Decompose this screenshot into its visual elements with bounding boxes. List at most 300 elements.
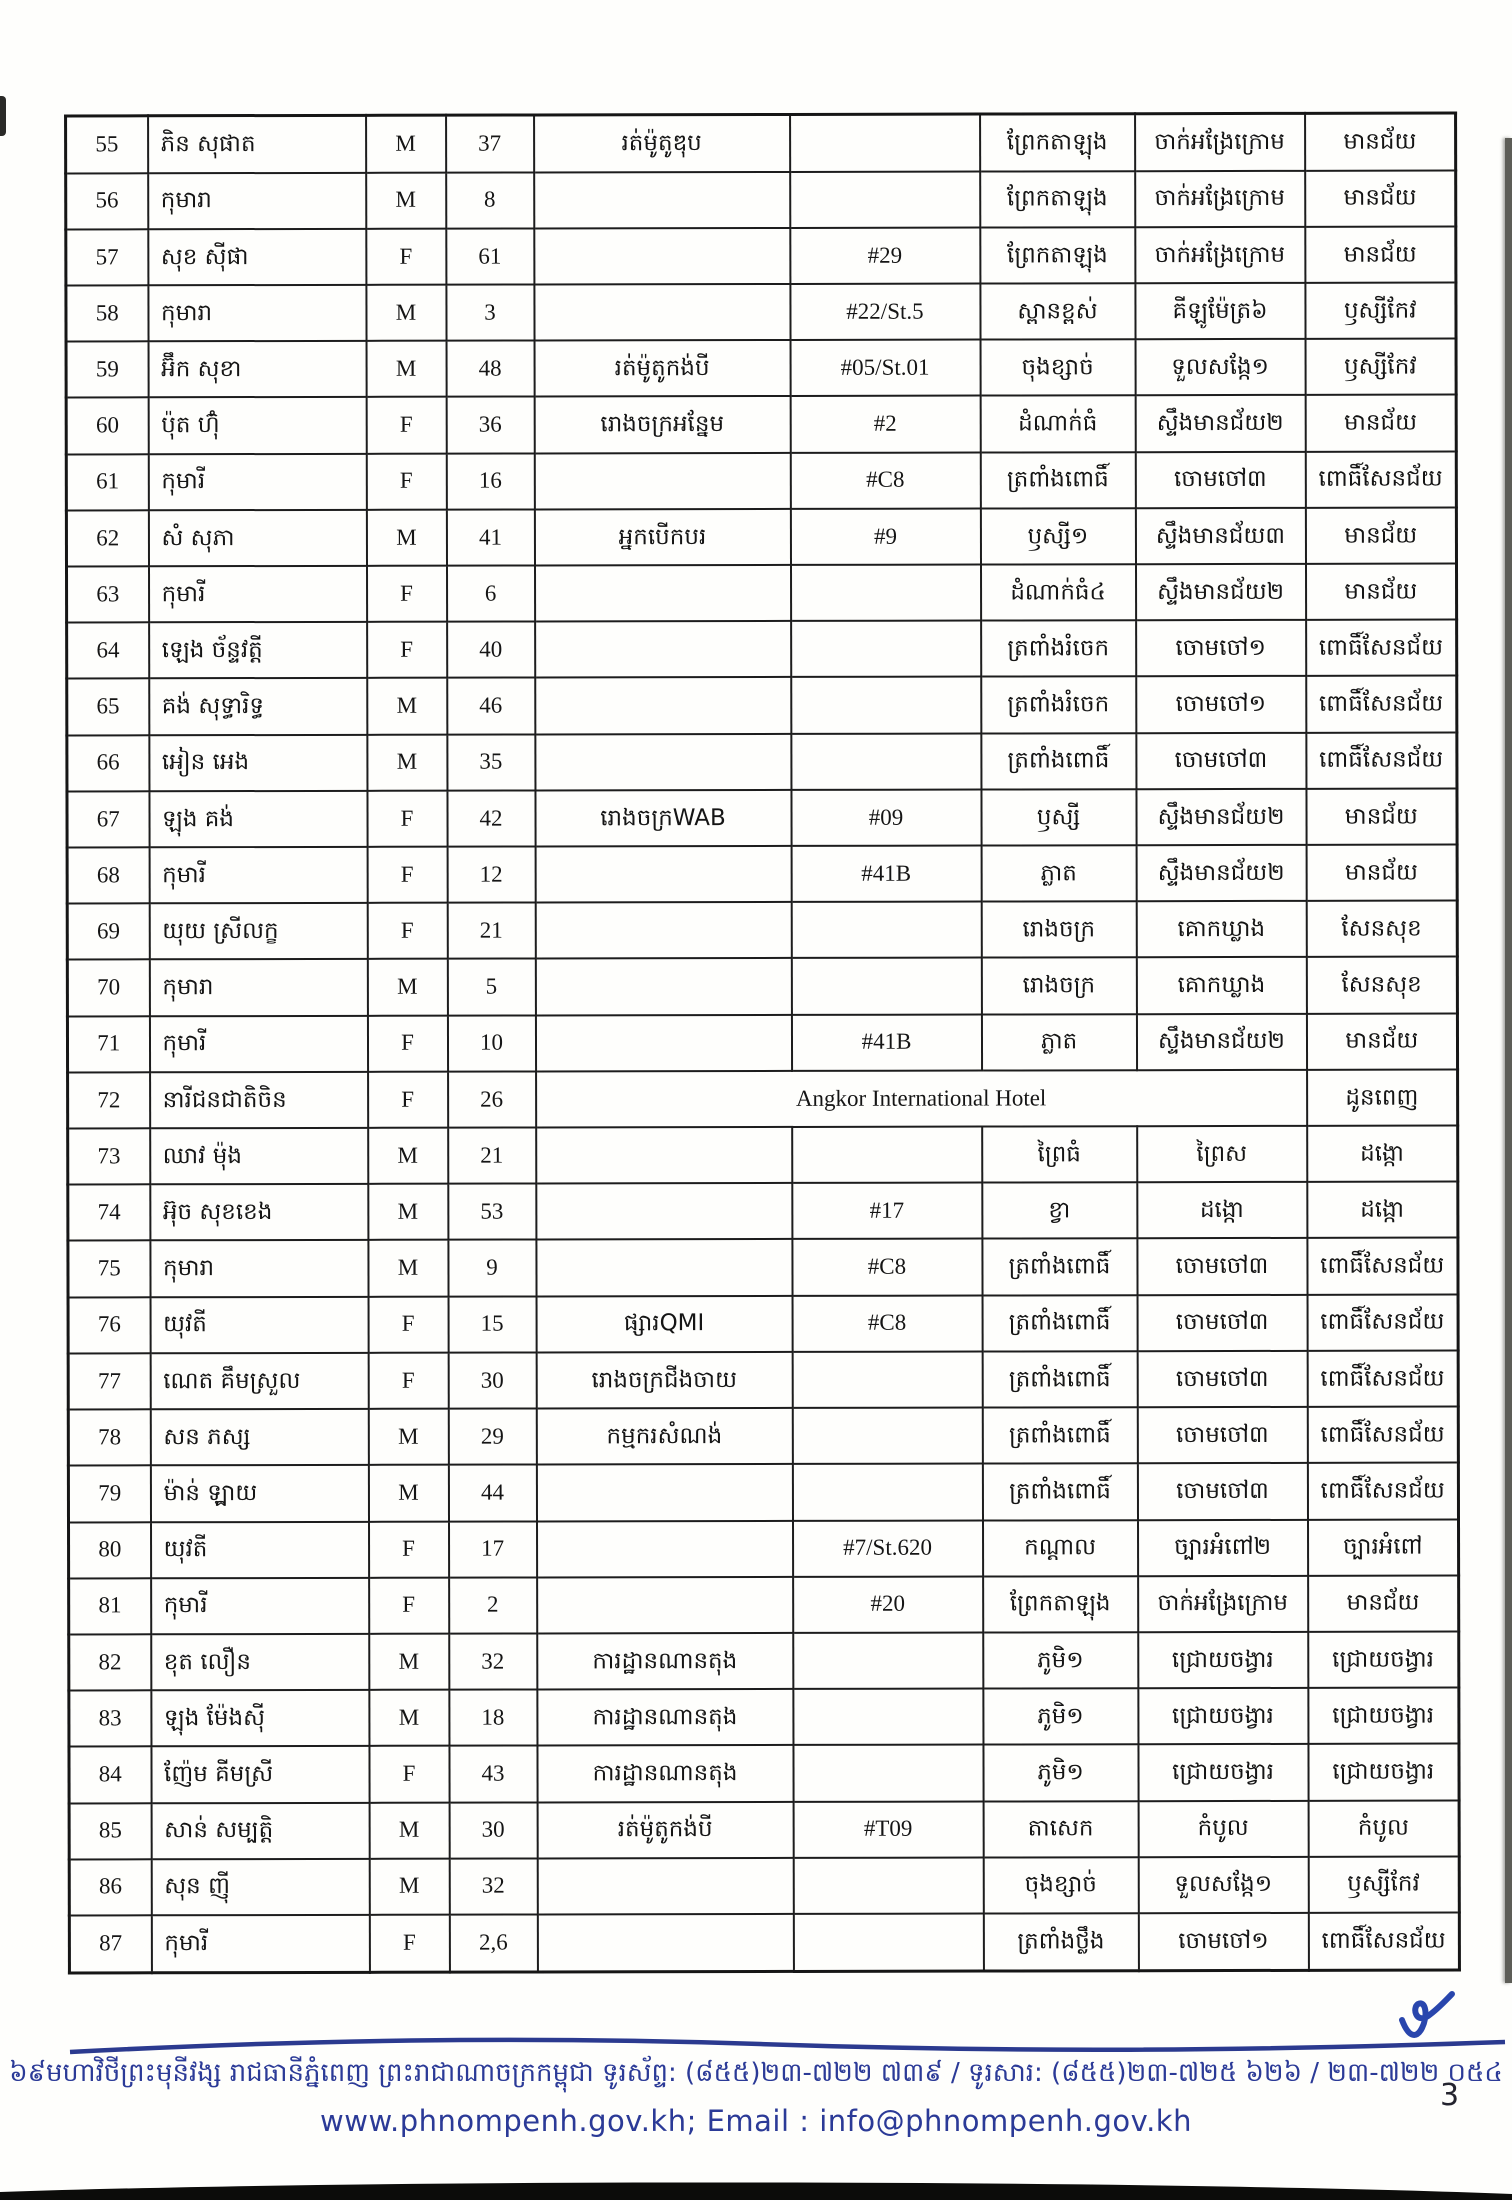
table-row <box>67 845 1457 904</box>
cell-occupation: រោងចក្រអន្នែម <box>534 396 790 453</box>
cell-no: 75 <box>68 1241 150 1297</box>
cell-age: 41 <box>446 509 534 565</box>
cell-village: ឫស្សី <box>981 789 1136 846</box>
cell-age: 9 <box>448 1240 536 1296</box>
cell-house-no: #T09 <box>793 1801 983 1858</box>
table-row <box>67 788 1457 847</box>
cell-name: គង់ សុទ្ធារិទ្ធ <box>149 678 367 735</box>
cell-house-no <box>790 171 980 228</box>
table-row <box>69 1575 1459 1634</box>
cell-village: ចុងខ្សាច់ <box>980 339 1135 396</box>
cell-no: 78 <box>68 1409 150 1465</box>
cell-sangkat: គោកឃ្លាង <box>1136 957 1306 1014</box>
cell-occupation: ការដ្ឋានណានតុង <box>537 1689 793 1746</box>
cell-village: ព្រែកតាឡុង <box>980 171 1135 228</box>
cell-no: 77 <box>68 1353 150 1409</box>
cell-age: 46 <box>447 678 535 734</box>
cell-name: នារីជនជាតិចិន <box>150 1072 368 1129</box>
cell-no: 65 <box>67 679 149 735</box>
cell-name: ខុត លឿន <box>151 1634 369 1691</box>
table-row <box>68 1182 1458 1241</box>
cell-no: 80 <box>69 1522 151 1578</box>
cell-village: ត្រពាំងពោធិ៍ <box>982 1407 1137 1464</box>
table-row <box>67 732 1457 791</box>
footer-address: ៦៩មហាវិថីព្រះមុនីវង្ស រាជធានីភ្នំពេញ ព្រះរាជាណាចក្រកម្ពុជា ទូរស័ព្ទ: (៨៥៥)២៣-៧២២ ៧៣៩ / ទូរសារ: (៨៥៥)២៣-៧២៥ ៦២៦ / ២៣-៧២២ ០៥៤ <box>9 2058 1503 2088</box>
cell-house-no: #9 <box>790 508 980 565</box>
cell-occupation <box>536 1464 792 1521</box>
cell-age: 37 <box>446 115 534 172</box>
cell-age: 32 <box>449 1858 537 1914</box>
cell-house-no <box>793 1913 983 1971</box>
cell-occupation <box>537 1577 793 1634</box>
cell-village: ភូមិ១ <box>983 1688 1138 1745</box>
cell-village: ភូមិ១ <box>983 1632 1138 1689</box>
cell-house-no: #17 <box>792 1183 982 1240</box>
cell-no: 69 <box>67 904 149 960</box>
cell-occupation <box>535 1015 791 1072</box>
cell-age: 36 <box>446 397 534 453</box>
scan-edge-mark-left <box>0 96 6 136</box>
cell-khan: មានជ័យ <box>1305 170 1456 227</box>
cell-no: 55 <box>66 116 148 173</box>
cell-name: អ៊ុច សុខខេង <box>150 1184 368 1241</box>
table-row <box>67 676 1457 735</box>
cell-khan: មានជ័យ <box>1308 1575 1459 1632</box>
cell-no: 64 <box>67 623 149 679</box>
cell-house-no: #29 <box>790 227 980 284</box>
cell-sangkat: ជ្រោយចង្វារ <box>1138 1744 1308 1801</box>
cell-house-no: #C8 <box>792 1239 982 1296</box>
cell-no: 59 <box>66 342 148 398</box>
cell-house-no <box>791 621 981 678</box>
cell-age: 21 <box>447 903 535 959</box>
cell-name: អ៊ឹក សុខា <box>148 341 366 398</box>
table-row <box>67 620 1457 679</box>
cell-occupation <box>535 958 791 1015</box>
cell-khan: មានជ័យ <box>1305 113 1456 170</box>
cell-sangkat: ស្ទឹងមានជ័យ៣ <box>1135 508 1305 565</box>
cell-name: កុមារី <box>151 1578 369 1635</box>
case-table-body <box>66 113 1460 1973</box>
cell-no: 79 <box>68 1466 150 1522</box>
cell-occupation <box>534 284 790 341</box>
cell-village: ស្ពានខ្ពស់ <box>980 283 1135 340</box>
cell-sangkat: ចោមចៅ៣ <box>1135 452 1305 509</box>
cell-age: 18 <box>449 1690 537 1746</box>
cell-age: 15 <box>448 1296 536 1352</box>
cell-no: 67 <box>67 791 149 847</box>
cell-khan: មានជ័យ <box>1306 788 1457 845</box>
cell-khan: សែនសុខ <box>1306 957 1457 1014</box>
cell-khan: ពោធិ៍សែនជ័យ <box>1306 620 1457 677</box>
cell-village: ត្រពាំងពោធិ៍ <box>982 1464 1137 1521</box>
cell-no: 62 <box>66 510 148 566</box>
cell-khan: ពោធិ៍សែនជ័យ <box>1307 1294 1458 1351</box>
cell-house-no: #20 <box>793 1576 983 1633</box>
cell-name: កុមារា <box>150 1240 368 1297</box>
table-row <box>68 1350 1458 1409</box>
cell-sangkat: ចោមចៅ៣ <box>1137 1351 1307 1408</box>
cell-occupation <box>535 621 791 678</box>
cell-khan: មានជ័យ <box>1306 845 1457 902</box>
cell-age: 10 <box>447 1015 535 1071</box>
cell-sex: F <box>366 453 446 509</box>
cell-sex: F <box>366 397 446 453</box>
table-row <box>67 1013 1457 1072</box>
table-row <box>69 1688 1459 1747</box>
cell-village: ព្រែកតាឡុង <box>980 114 1135 171</box>
table-row <box>66 113 1456 173</box>
scan-edge-shadow-bottom <box>0 2170 1512 2200</box>
cell-sangkat: ជ្រោយចង្វារ <box>1138 1688 1308 1745</box>
cell-khan: សែនសុខ <box>1306 901 1457 958</box>
cell-sangkat: ចាក់អង្រែក្រោម <box>1135 170 1305 227</box>
cell-khan: ឫស្សីកែវ <box>1305 339 1456 396</box>
cell-name: អៀន អេង <box>149 734 367 791</box>
cell-village: ឫស្សី១ <box>980 508 1135 565</box>
cell-no: 73 <box>68 1128 150 1184</box>
cell-sangkat: ស្ទឹងមានជ័យ២ <box>1136 1014 1306 1071</box>
cell-village: ព្រែកតាឡុង <box>983 1576 1138 1633</box>
cell-sangkat: ទួលសង្កែ១ <box>1135 339 1305 396</box>
cell-age: 2 <box>449 1577 537 1633</box>
cell-sex: F <box>369 1521 449 1577</box>
cell-age: 48 <box>446 341 534 397</box>
cell-sangkat: កំបូល <box>1138 1800 1308 1857</box>
cell-house-no <box>793 1689 983 1746</box>
cell-name: សំ សុភា <box>148 510 366 567</box>
cell-village: ដំណាក់ធំ <box>980 396 1135 453</box>
cell-occupation <box>537 1858 793 1915</box>
cell-sangkat: ស្ទឹងមានជ័យ២ <box>1135 564 1305 621</box>
cell-no: 87 <box>69 1915 151 1973</box>
table-row <box>68 1238 1458 1297</box>
cell-khan: ពោធិ៍សែនជ័យ <box>1306 676 1457 733</box>
cell-age: 43 <box>449 1746 537 1802</box>
cell-occupation <box>536 1183 792 1240</box>
cell-no: 85 <box>69 1803 151 1859</box>
cell-house-no <box>791 677 981 734</box>
cell-age: 21 <box>448 1128 536 1184</box>
cell-khan: ឫស្សីកែវ <box>1308 1856 1459 1913</box>
cell-occupation <box>537 1520 793 1577</box>
cell-khan: ពោធិ៍សែនជ័យ <box>1307 1238 1458 1295</box>
cell-village: ភូមិ១ <box>983 1745 1138 1802</box>
cell-sex: F <box>367 847 447 903</box>
table-row <box>66 283 1456 342</box>
cell-name: កុមារី <box>149 847 367 904</box>
cell-village: កណ្តាល <box>982 1520 1137 1577</box>
cell-sex: F <box>369 1577 449 1633</box>
cell-occupation: ផ្សារQMI <box>536 1296 792 1353</box>
cell-khan: ដង្កោ <box>1307 1182 1458 1239</box>
cell-house-no <box>792 1351 982 1408</box>
cell-no: 71 <box>67 1016 149 1072</box>
cell-sangkat: ដង្កោ <box>1137 1182 1307 1239</box>
cell-village: ខ្វា <box>982 1182 1137 1239</box>
cell-village: តាសេក <box>983 1801 1138 1858</box>
cell-khan: ពោធិ៍សែនជ័យ <box>1305 451 1456 508</box>
cell-no: 63 <box>67 566 149 622</box>
cell-age: 42 <box>447 790 535 846</box>
cell-no: 82 <box>69 1634 151 1690</box>
cell-no: 61 <box>66 454 148 510</box>
cell-name: កុមារី <box>148 453 366 510</box>
cell-sex: M <box>367 678 447 734</box>
cell-house-no <box>792 1464 982 1521</box>
cell-village: ភ្លាត <box>981 1014 1136 1071</box>
cell-village: រោងចក្រ <box>981 958 1136 1015</box>
cell-name: សុខ ស៊ីផា <box>148 229 366 286</box>
cell-village: ត្រពាំងរំចេក <box>981 677 1136 734</box>
cell-sangkat: ទួលសង្កែ១ <box>1138 1857 1308 1914</box>
cell-age: 3 <box>446 285 534 341</box>
cell-house-no <box>791 733 981 790</box>
table-row <box>68 1126 1458 1185</box>
cell-occupation: ការដ្ឋានណានតុង <box>537 1633 793 1690</box>
cell-sex: F <box>367 622 447 678</box>
cell-sangkat: ចោមចៅ៣ <box>1137 1238 1307 1295</box>
cell-age: 32 <box>449 1633 537 1689</box>
cell-sangkat: ចោមចៅ៣ <box>1137 1407 1307 1464</box>
cell-sangkat: ចោមចៅ១ <box>1138 1913 1308 1971</box>
cell-name: កុមារី <box>149 1015 367 1072</box>
cell-sex: M <box>367 734 447 790</box>
cell-sangkat: គីឡូម៉ែត្រ៦ <box>1135 283 1305 340</box>
cell-sex: F <box>369 1746 449 1802</box>
cell-sangkat: ចោមចៅ៣ <box>1137 1295 1307 1352</box>
cell-age: 53 <box>448 1184 536 1240</box>
cell-age: 40 <box>447 622 535 678</box>
cell-no: 57 <box>66 229 148 285</box>
cell-no: 60 <box>66 398 148 454</box>
cell-no: 84 <box>69 1747 151 1803</box>
cell-village: ព្រែកតាឡុង <box>980 227 1135 284</box>
cell-no: 68 <box>67 847 149 903</box>
cell-name: ភិន សុផាត <box>148 115 366 173</box>
table-row <box>66 226 1456 285</box>
cell-name: ឡេង ច័ន្ទវត្តី <box>149 622 367 679</box>
cell-village: ព្រៃធំ <box>982 1126 1137 1183</box>
cell-sex: M <box>368 1240 448 1296</box>
cell-age: 26 <box>448 1071 536 1127</box>
cell-occupation <box>534 453 790 510</box>
cell-occupation: រត់ម៉ូតូកង់បី <box>534 340 790 397</box>
cell-house-no <box>792 1127 982 1184</box>
cell-name: ប៉ុត ហ៊ុំ <box>148 397 366 454</box>
table-row <box>69 1744 1459 1803</box>
cell-no: 56 <box>66 173 148 229</box>
cell-name: ឡុង ម៉ែងស៊ី <box>151 1690 369 1747</box>
cell-name: កុមារី <box>149 566 367 623</box>
table-row <box>69 1912 1459 1972</box>
cell-sex: M <box>366 115 446 172</box>
table-row <box>68 1463 1458 1522</box>
cell-house-no <box>793 1745 983 1802</box>
cell-occupation <box>535 734 791 791</box>
cell-house-no: #C8 <box>790 452 980 509</box>
cell-village: ត្រពាំងថ្លឹង <box>983 1913 1138 1971</box>
cell-no: 86 <box>69 1859 151 1915</box>
cell-khan: ដង្កោ <box>1307 1126 1458 1183</box>
cell-village: ត្រពាំងពោធិ៍ <box>980 452 1135 509</box>
cell-khan: ជ្រោយចង្វារ <box>1308 1631 1459 1688</box>
cell-occupation <box>536 1239 792 1296</box>
cell-sex: M <box>369 1634 449 1690</box>
cell-house-no <box>790 114 980 172</box>
cell-occupation <box>535 677 791 734</box>
table-row <box>67 564 1457 623</box>
cell-occupation <box>534 228 790 285</box>
table-row <box>68 1294 1458 1353</box>
cell-khan: មានជ័យ <box>1305 395 1456 452</box>
cell-name: កុមារា <box>148 172 366 229</box>
cell-occupation: អ្នកបើកបរ <box>534 509 790 566</box>
cell-no: 72 <box>68 1072 150 1128</box>
cell-khan: ដូនពេញ <box>1307 1069 1458 1126</box>
cell-sex: F <box>367 1015 447 1071</box>
cell-name: កុមារា <box>148 285 366 342</box>
cell-age: 5 <box>447 959 535 1015</box>
cell-sex: M <box>368 1465 448 1521</box>
cell-name: ឡុង គង់ <box>149 791 367 848</box>
cell-occupation <box>535 846 791 903</box>
cell-age: 30 <box>449 1802 537 1858</box>
cell-village: រោងចក្រ <box>981 901 1136 958</box>
cell-sangkat: ចោមចៅ៣ <box>1137 1463 1307 1520</box>
cell-sangkat: ចាក់អង្រែក្រោម <box>1135 227 1305 284</box>
cell-sex: M <box>366 510 446 566</box>
cell-sangkat: ព្រៃស <box>1137 1126 1307 1183</box>
cell-village: ចុងខ្សាច់ <box>983 1857 1138 1914</box>
cell-sangkat: ចោមចៅ៣ <box>1136 733 1306 790</box>
cell-sex: F <box>368 1353 448 1409</box>
cell-khan: ពោធិ៍សែនជ័យ <box>1307 1463 1458 1520</box>
cell-no: 76 <box>68 1297 150 1353</box>
cell-occupation: កម្មករសំណង់ <box>536 1408 792 1465</box>
cell-village: ត្រពាំងពោធិ៍ <box>981 733 1136 790</box>
cell-occupation: រត់ម៉ូតូឌុប <box>534 114 790 172</box>
cell-khan: មានជ័យ <box>1306 1013 1457 1070</box>
cell-no: 66 <box>67 735 149 791</box>
cell-khan: ពោធិ៍សែនជ័យ <box>1306 732 1457 789</box>
cell-occupation: ការដ្ឋានណានតុង <box>537 1745 793 1802</box>
cell-name: កុមារា <box>149 959 367 1016</box>
cell-name: ឈាវ ម៉ុង <box>150 1128 368 1185</box>
cell-house-no: #2 <box>790 396 980 453</box>
cell-name: យុយ ស្រីលក្ខ <box>149 903 367 960</box>
cell-age: 29 <box>448 1409 536 1465</box>
cell-village: ត្រពាំងពោធិ៍ <box>982 1295 1137 1352</box>
table-row <box>67 901 1457 960</box>
cell-khan: មានជ័យ <box>1305 564 1456 621</box>
cell-name: យុវតី <box>151 1521 369 1578</box>
cell-sex: M <box>369 1690 449 1746</box>
cell-sex: M <box>368 1184 448 1240</box>
cell-age: 61 <box>446 228 534 284</box>
cell-village: ត្រពាំងរំចេក <box>981 620 1136 677</box>
cell-sangkat: ចោមចៅ១ <box>1136 620 1306 677</box>
cell-house-no <box>790 565 980 622</box>
table-row <box>66 451 1456 510</box>
cell-village: ដំណាក់ធំ៤ <box>980 564 1135 621</box>
table-row <box>69 1856 1459 1915</box>
cell-age: 35 <box>447 734 535 790</box>
cell-sangkat: ស្ទឹងមានជ័យ២ <box>1136 789 1306 846</box>
cell-khan: ពោធិ៍សែនជ័យ <box>1307 1350 1458 1407</box>
page-number: 3 <box>1440 2078 1460 2113</box>
cell-sangkat: ចាក់អង្រែក្រោម <box>1138 1576 1308 1633</box>
cell-name: សុន ញ៉ី <box>151 1859 369 1916</box>
cell-occupation <box>534 565 790 622</box>
cell-house-no: #41B <box>791 846 981 903</box>
cell-sangkat: ស្ទឹងមានជ័យ២ <box>1135 395 1305 452</box>
cell-house-no <box>791 958 981 1015</box>
table-row <box>66 339 1456 398</box>
table-row <box>69 1800 1459 1859</box>
cell-occupation <box>535 902 791 959</box>
cell-no: 83 <box>69 1690 151 1746</box>
cell-village: ត្រពាំងពោធិ៍ <box>982 1239 1137 1296</box>
cell-age: 16 <box>446 453 534 509</box>
cell-name: ណេត គឹមស្រួល <box>150 1353 368 1410</box>
cell-sex: M <box>366 172 446 228</box>
cell-occupation: រោងចក្រជីងចាយ <box>536 1352 792 1409</box>
cell-sex: M <box>368 1409 448 1465</box>
cell-merged-location: Angkor International Hotel <box>536 1070 1307 1128</box>
cell-village: ភ្លាត <box>981 845 1136 902</box>
cell-occupation: រោងចក្រWAB <box>535 790 791 847</box>
cell-name: ម៉ាន់ ឡ្កាយ <box>150 1465 368 1522</box>
cell-house-no <box>793 1857 983 1914</box>
cell-occupation <box>537 1914 793 1972</box>
cell-sex: F <box>368 1296 448 1352</box>
cell-village: ត្រពាំងពោធិ៍ <box>982 1351 1137 1408</box>
cell-sex: M <box>369 1858 449 1914</box>
cell-house-no <box>793 1632 983 1689</box>
cell-name: សន ភស្ស <box>150 1409 368 1466</box>
cell-no: 74 <box>68 1185 150 1241</box>
cell-sangkat: ចាក់អង្រែក្រោម <box>1135 113 1305 170</box>
cell-sangkat: ស្ទឹងមានជ័យ២ <box>1136 845 1306 902</box>
table-row <box>66 170 1456 229</box>
cell-sex: F <box>369 1915 449 1973</box>
cell-no: 58 <box>66 285 148 341</box>
table-row <box>67 957 1457 1016</box>
cell-khan: ជ្រោយចង្វារ <box>1308 1688 1459 1745</box>
cell-sex: F <box>366 228 446 284</box>
cell-age: 44 <box>448 1465 536 1521</box>
cell-sex: M <box>367 959 447 1015</box>
cell-khan: ជ្រោយចង្វារ <box>1308 1744 1459 1801</box>
cell-age: 17 <box>449 1521 537 1577</box>
table-row <box>68 1407 1458 1466</box>
cell-sex: M <box>369 1802 449 1858</box>
cell-khan: ពោធិ៍សែនជ័យ <box>1307 1407 1458 1464</box>
cell-khan: កំបូល <box>1308 1800 1459 1857</box>
cell-no: 81 <box>69 1578 151 1634</box>
cell-sangkat: ជ្រោយចង្វារ <box>1138 1632 1308 1689</box>
cell-house-no: #C8 <box>792 1295 982 1352</box>
cell-sex: F <box>367 903 447 959</box>
cell-sex: M <box>366 341 446 397</box>
cell-sex: F <box>366 566 446 622</box>
cell-house-no: #41B <box>791 1014 981 1071</box>
cell-house-no: #7/St.620 <box>793 1520 983 1577</box>
cell-sex: F <box>367 791 447 847</box>
cell-age: 8 <box>446 172 534 228</box>
cell-sex: F <box>368 1072 448 1128</box>
